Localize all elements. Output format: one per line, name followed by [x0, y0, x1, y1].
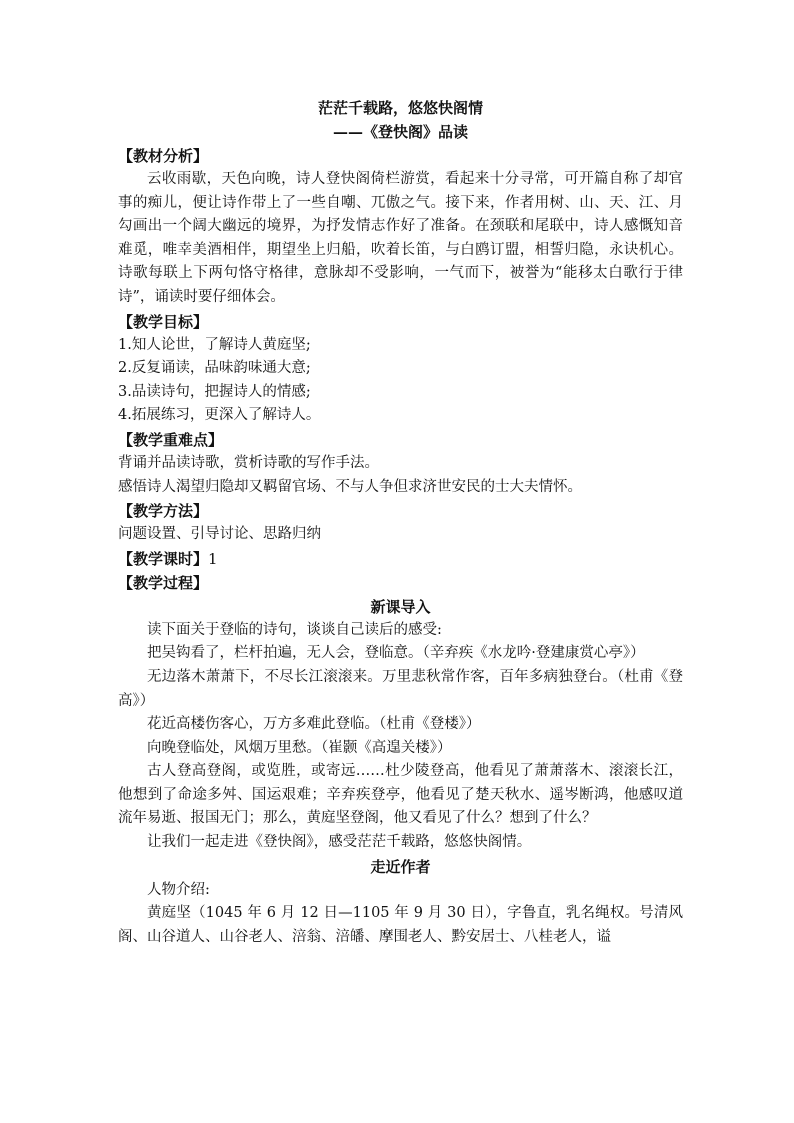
section-title-author: 走近作者 [370, 857, 431, 876]
heading-key-points: 【教学重难点】 [118, 430, 224, 449]
key-point-item: 背诵并品读诗歌，赏析诗歌的写作手法。 [118, 454, 379, 471]
author-bio: 黄庭坚（1045 年 6 月 12 日—1105 年 9 月 30 日），字鲁直，乳名绳权。号清风阁、山谷道人、山谷老人、涪翁、涪皤、摩围老人、黔安居士、八桂老人，谥 [118, 905, 683, 945]
heading-goals: 【教学目标】 [118, 312, 209, 331]
hours-label: 【教学课时】 [118, 549, 209, 568]
section-title-intro: 新课导入 [370, 597, 431, 616]
document-title: 茫茫千载路，悠悠快阁情 [317, 99, 483, 117]
key-point-item: 感悟诗人渴望归隐却又羁留官场、不与人争但求济世安民的士大夫情怀。 [118, 478, 582, 495]
poem-quote: 花近高楼伤客心，万方多难此登临。（杜甫《登楼》） [147, 716, 481, 733]
goals-list [118, 334, 683, 428]
heading-methods: 【教学方法】 [118, 502, 209, 521]
methods-text: 问题设置、引导讨论、思路归纳 [118, 526, 321, 543]
process-paragraph: 让我们一起走进《登快阁》，感受茫茫千载路，悠悠快阁情。 [147, 834, 532, 851]
goal-item: 2.反复诵读，品味韵味通大意; [118, 360, 311, 377]
heading-analysis: 【教材分析】 [118, 147, 209, 165]
process-paragraph: 人物介绍: [147, 881, 210, 898]
heading-process: 【教学过程】 [118, 573, 209, 592]
analysis-text: 云收雨歇，天色向晚，诗人登快阁倚栏游赏，看起来十分寻常，可开篇自称了却官事的痴儿，便让诗作带上了一些自嘲、兀傲之气。接下来，作者用树、山、天、江、月勾画出一个阔大幽远的境界，为抒发情志作好了准备。在颈联和尾联中，诗人感慨知音难觅，唯幸美酒相伴，期望坐上归船，吹着长笛，与白鸥订盟，相誓归隐，永诀机心。诗歌每联上下两句恪守格律，意脉却不受影响，一气而下，被誉为“能移太白歌行于律诗”，诵读时要仔细体会。 [118, 171, 683, 305]
hours-value: 1 [208, 549, 218, 568]
goal-item: 3.品读诗句，把握诗人的情感; [118, 383, 311, 400]
process-paragraph: 读下面关于登临的诗句，谈谈自己读后的感受: [147, 621, 442, 638]
document-page [118, 96, 683, 949]
goal-item: 1.知人论世，了解诗人黄庭坚; [118, 336, 311, 353]
goal-item: 4.拓展练习，更深入了解诗人。 [118, 407, 321, 424]
process-paragraph: 古人登高登阁，或览胜，或寄远……杜少陵登高，他看见了萧萧落木、滚滚长江，他想到了命途多舛、国运艰难；辛弃疾登亭，他看见了楚天秋水、遥岑断鸿，他感叹道流年易逝、报国无门；那么，黄庭坚登阁，他又看见了什么？想到了什么？ [118, 763, 683, 827]
poem-quote: 把吴钩看了，栏杆拍遍，无人会，登临意。（辛弃疾《水龙吟·登建康赏心亭》） [147, 645, 645, 662]
poem-quote: 无边落木萧萧下，不尽长江滚滚来。万里悲秋常作客，百年多病独登台。（杜甫《登高》） [118, 668, 683, 709]
poem-quote: 向晚登临处，风烟万里愁。（崔颢《高遑关楼》） [147, 739, 452, 756]
document-subtitle: ——《登快阁》品读 [332, 123, 468, 141]
heading-hours [118, 547, 683, 571]
